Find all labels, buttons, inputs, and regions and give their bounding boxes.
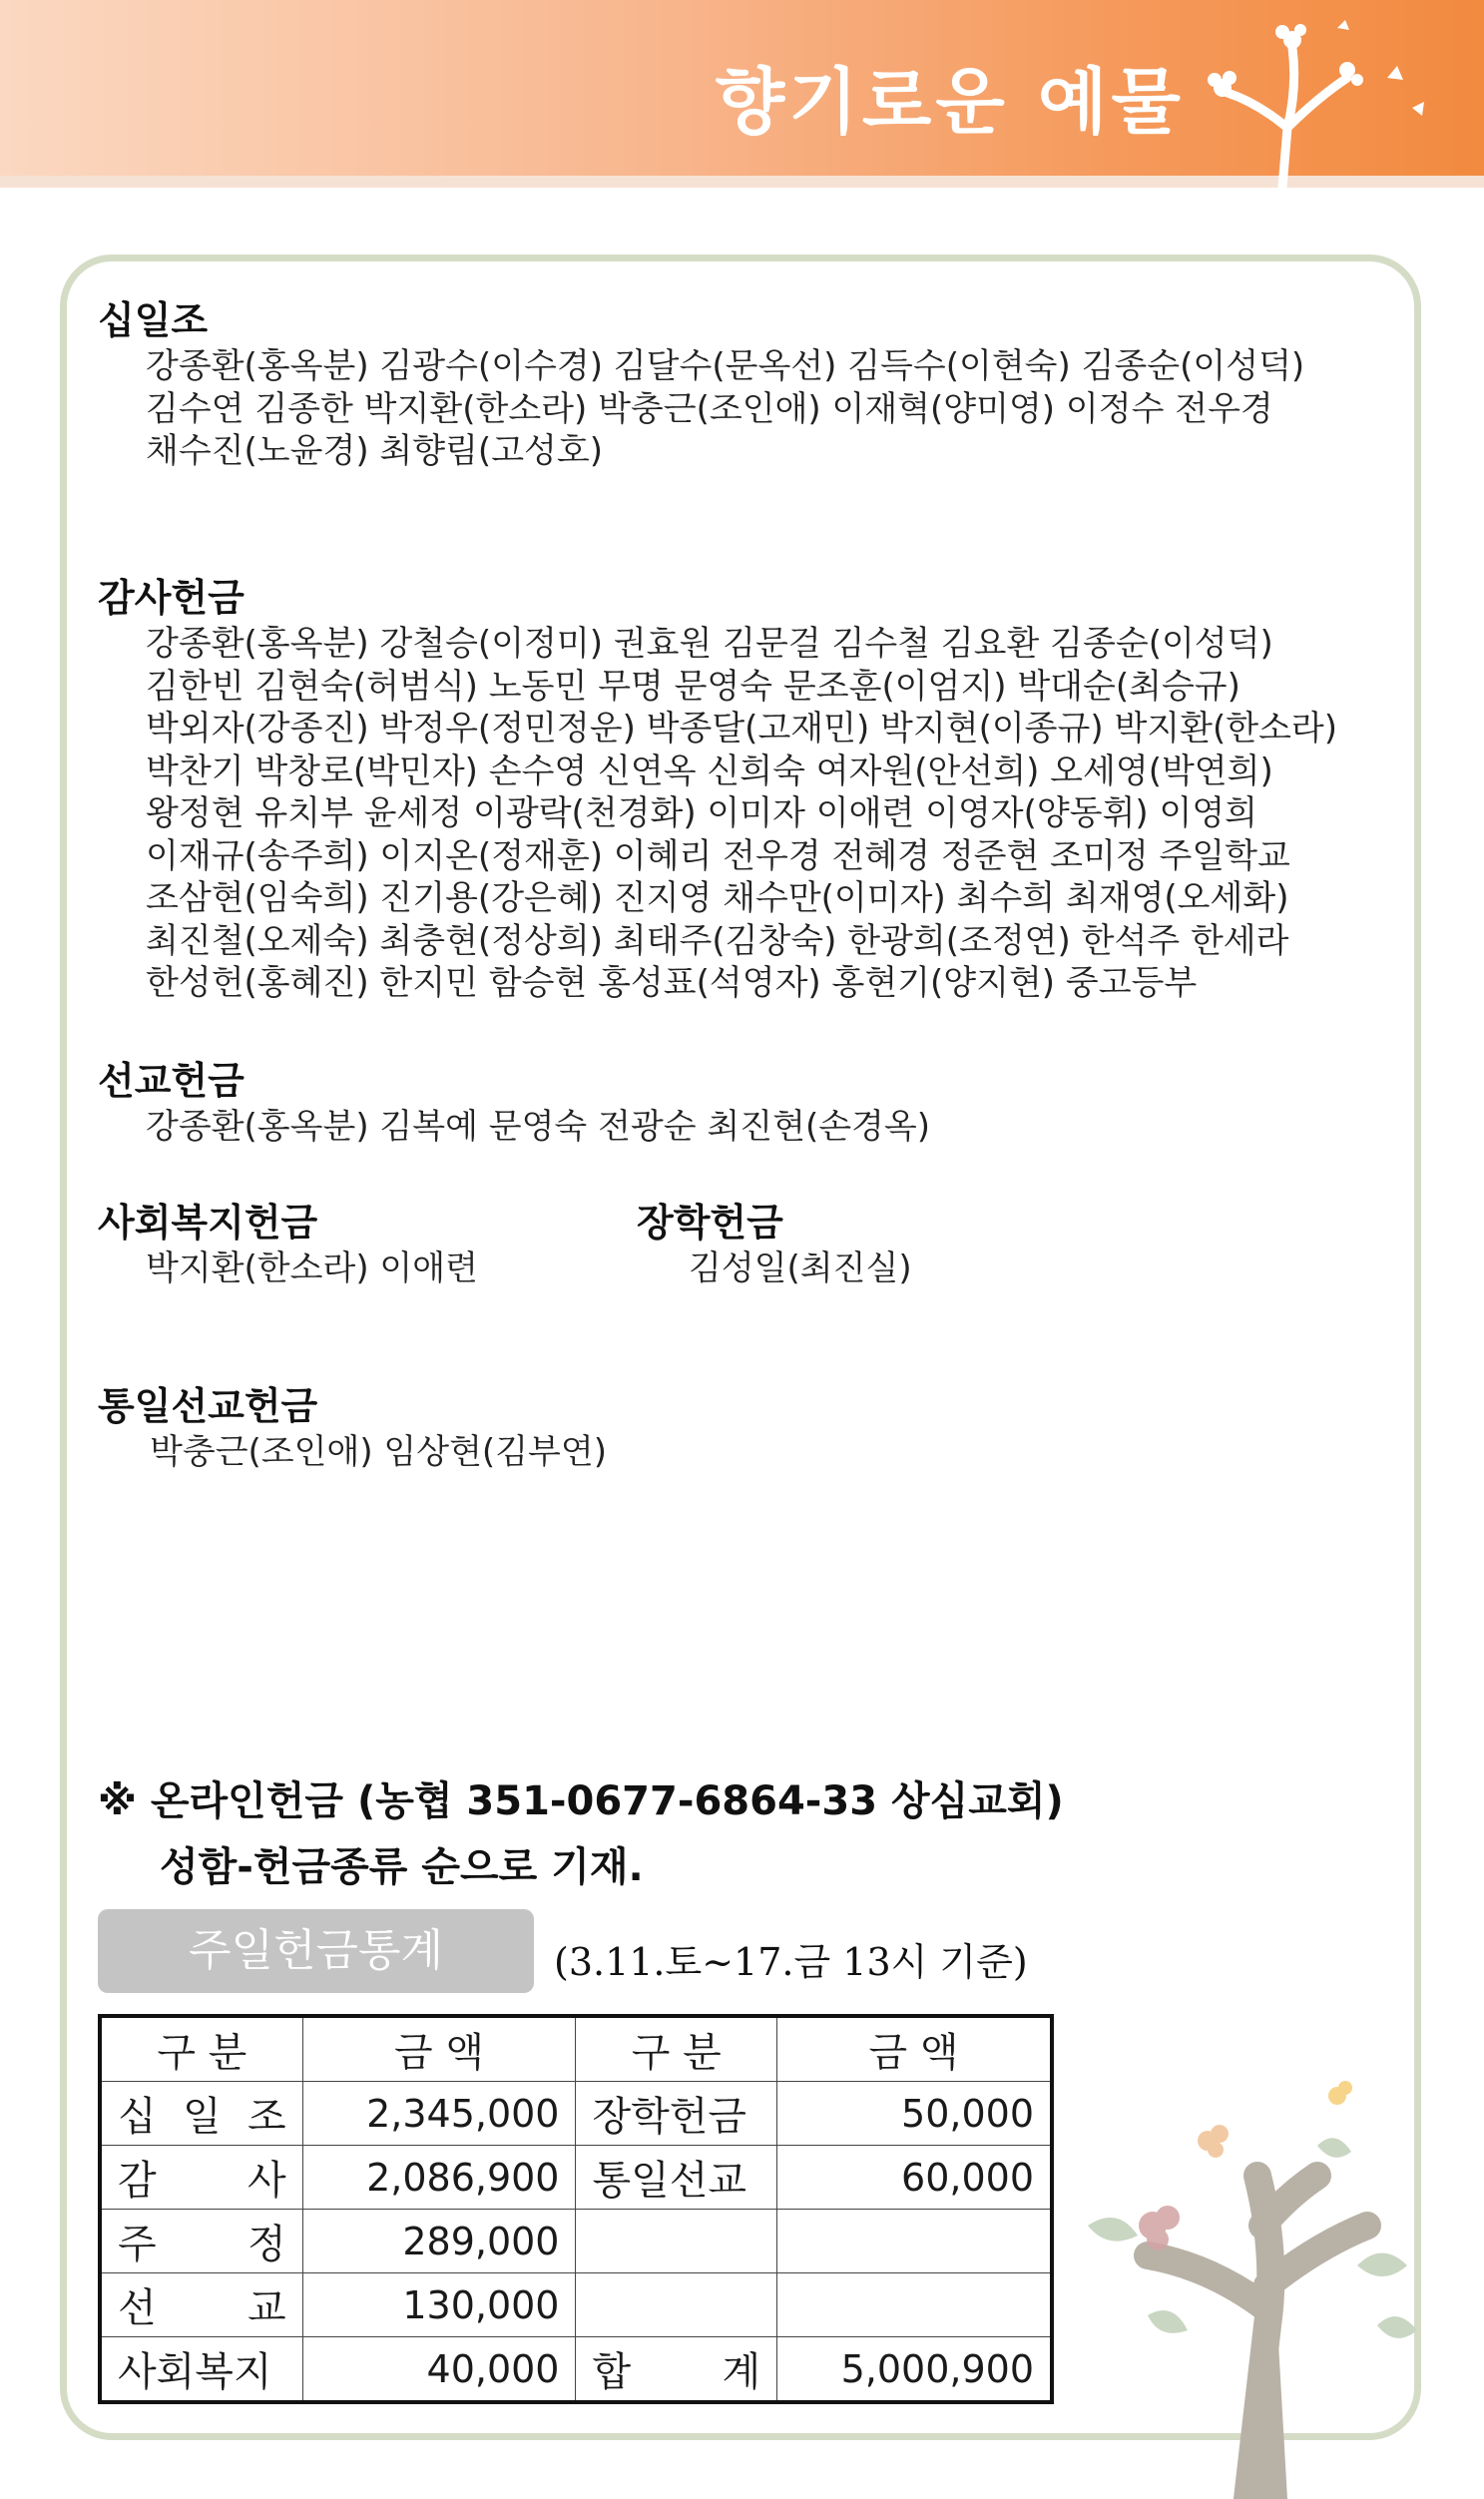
tithe-line: 채수진(노윤경) 최향림(고성호): [146, 431, 603, 471]
tithe-title: 십일조: [98, 298, 209, 342]
offering-stats-table: [98, 2014, 1054, 2404]
table-row: [100, 2210, 1052, 2273]
row-category: 통일선교: [576, 2146, 777, 2210]
row-category: 사회복지: [100, 2337, 302, 2403]
scholarship-title: 장학헌금: [637, 1201, 783, 1245]
header-amount: 금 액: [302, 2016, 576, 2082]
row-amount: 2,345,000: [302, 2082, 576, 2146]
row-amount: [777, 2273, 1052, 2337]
scholarship-line: 김성일(최진실): [689, 1249, 912, 1288]
scholarship-section: [637, 1198, 912, 1290]
row-category: 십 일 조: [100, 2082, 302, 2146]
unification-line: 박충근(조인애) 임상현(김부연): [150, 1432, 607, 1472]
tithe-section: [98, 295, 1304, 473]
row-amount-total: 5,000,900: [777, 2337, 1052, 2403]
row-category: 주 정: [100, 2210, 302, 2273]
row-amount: 60,000: [777, 2146, 1052, 2210]
table-row: [100, 2337, 1052, 2403]
row-amount: 50,000: [777, 2082, 1052, 2146]
welfare-section: [98, 1198, 478, 1290]
thanks-line: 이재규(송주희) 이지온(정재훈) 이혜리 전우경 전혜경 정준현 조미정 주일학교: [146, 835, 1290, 876]
thanks-title: 감사헌금: [98, 576, 245, 620]
table-row: [100, 2146, 1052, 2210]
welfare-line: 박지환(한소라) 이애련: [146, 1249, 478, 1288]
table-row: [100, 2273, 1052, 2337]
mission-section: [98, 1056, 930, 1149]
online-offering-notice: [98, 1768, 1064, 1900]
table-row: [100, 2082, 1052, 2146]
thanks-line: 박외자(강종진) 박정우(정민정운) 박종달(고재민) 박지현(이종규) 박지환(한소라): [146, 709, 1338, 749]
welfare-title: 사회복지헌금: [98, 1201, 318, 1245]
thanks-line: 왕정현 유치부 윤세정 이광락(천경화) 이미자 이애련 이영자(양동휘) 이영희: [146, 793, 1258, 833]
notice-line-account: ※ 온라인헌금 (농협 351-0677-6864-33 상심교회): [98, 1778, 1064, 1824]
notice-line-instruction: 성함-헌금종류 순으로 기재.: [160, 1844, 644, 1890]
row-amount: 40,000: [302, 2337, 576, 2403]
tithe-line: 김수연 김종한 박지환(한소라) 박충근(조인애) 이재혁(양미영) 이정수 전우경: [146, 388, 1273, 429]
thanks-section: [98, 573, 1337, 1005]
row-amount: [777, 2210, 1052, 2273]
row-amount: 2,086,900: [302, 2146, 576, 2210]
row-category: [576, 2210, 777, 2273]
row-category: [576, 2273, 777, 2337]
tree-decoration-icon: [1058, 2026, 1484, 2499]
thanks-line: 강종환(홍옥분) 강철승(이정미) 권효원 김문걸 김수철 김요환 김종순(이성덕): [146, 624, 1273, 664]
page-title: 향기로운 예물: [715, 60, 1185, 144]
header-category: 구 분: [100, 2016, 302, 2082]
row-category: 선 교: [100, 2273, 302, 2337]
thanks-line: 박찬기 박창로(박민자) 손수영 신연옥 신희숙 여자원(안선희) 오세영(박연희): [146, 750, 1273, 791]
stats-badge: 주일헌금통계: [98, 1909, 534, 1993]
tree-illustration-icon: [1188, 8, 1447, 188]
table-header-row: [100, 2016, 1052, 2082]
row-category: 장학헌금: [576, 2082, 777, 2146]
row-category-total: 합 계: [576, 2337, 777, 2403]
unification-title: 통일선교헌금: [98, 1384, 318, 1428]
header-amount: 금 액: [777, 2016, 1052, 2082]
mission-line: 강종환(홍옥분) 김복예 문영숙 전광순 최진현(손경옥): [146, 1107, 931, 1147]
row-amount: 289,000: [302, 2210, 576, 2273]
thanks-line: 조삼현(임숙희) 진기용(강은혜) 진지영 채수만(이미자) 최수희 최재영(오세화): [146, 878, 1289, 918]
thanks-line: 김한빈 김현숙(허범식) 노동민 무명 문영숙 문조훈(이엄지) 박대순(최승규): [146, 666, 1240, 707]
thanks-line: 한성헌(홍혜진) 한지민 함승현 홍성표(석영자) 홍현기(양지현) 중고등부: [146, 963, 1198, 1003]
tithe-line: 강종환(홍옥분) 김광수(이수경) 김달수(문옥선) 김득수(이현숙) 김종순(이성덕): [146, 346, 1305, 386]
row-amount: 130,000: [302, 2273, 576, 2337]
thanks-line: 최진철(오제숙) 최충현(정상희) 최태주(김창숙) 한광희(조정연) 한석주 한세라: [146, 920, 1289, 961]
mission-title: 선교헌금: [98, 1059, 245, 1103]
stats-period-note: (3.11.토~17.금 13시 기준): [554, 1940, 1028, 1984]
unification-section: [98, 1381, 607, 1474]
row-category: 감 사: [100, 2146, 302, 2210]
header-category: 구 분: [576, 2016, 777, 2082]
